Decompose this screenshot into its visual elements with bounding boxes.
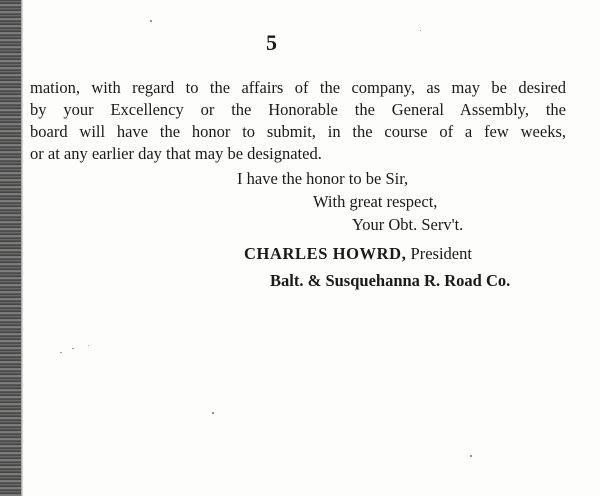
body-line-4: or at any earlier day that may be designated. <box>30 144 322 163</box>
body-line-1: mation, with regard to the affairs of the company, as may be desired <box>30 78 566 97</box>
scan-speck <box>212 412 214 414</box>
scan-speck <box>60 352 62 353</box>
scan-speck <box>72 348 74 349</box>
body-line-3: board will have the honor to submit, in the course of a few weeks, <box>30 122 566 141</box>
binding-shadow <box>21 0 23 496</box>
signature-line <box>244 244 472 264</box>
scan-speck <box>420 30 421 31</box>
scan-speck <box>470 455 472 457</box>
closing-line-3: Your Obt. Serv't. <box>352 215 464 234</box>
letter-body <box>30 77 566 165</box>
closing-line-1: I have the honor to be Sir, <box>237 169 409 188</box>
signatory-role: President <box>410 244 472 263</box>
signatory-name: CHARLES HOWRD, <box>244 244 407 263</box>
page-binding-edge <box>0 0 21 496</box>
closing-line-2: With great respect, <box>313 192 438 211</box>
page-number: 5 <box>266 30 277 55</box>
scan-speck <box>88 345 89 346</box>
scan-speck <box>150 20 152 22</box>
signatory-organization: Balt. & Susquehanna R. Road Co. <box>270 271 511 290</box>
body-line-2: by your Excellency or the Honorable the General Assembly, the <box>30 100 566 119</box>
